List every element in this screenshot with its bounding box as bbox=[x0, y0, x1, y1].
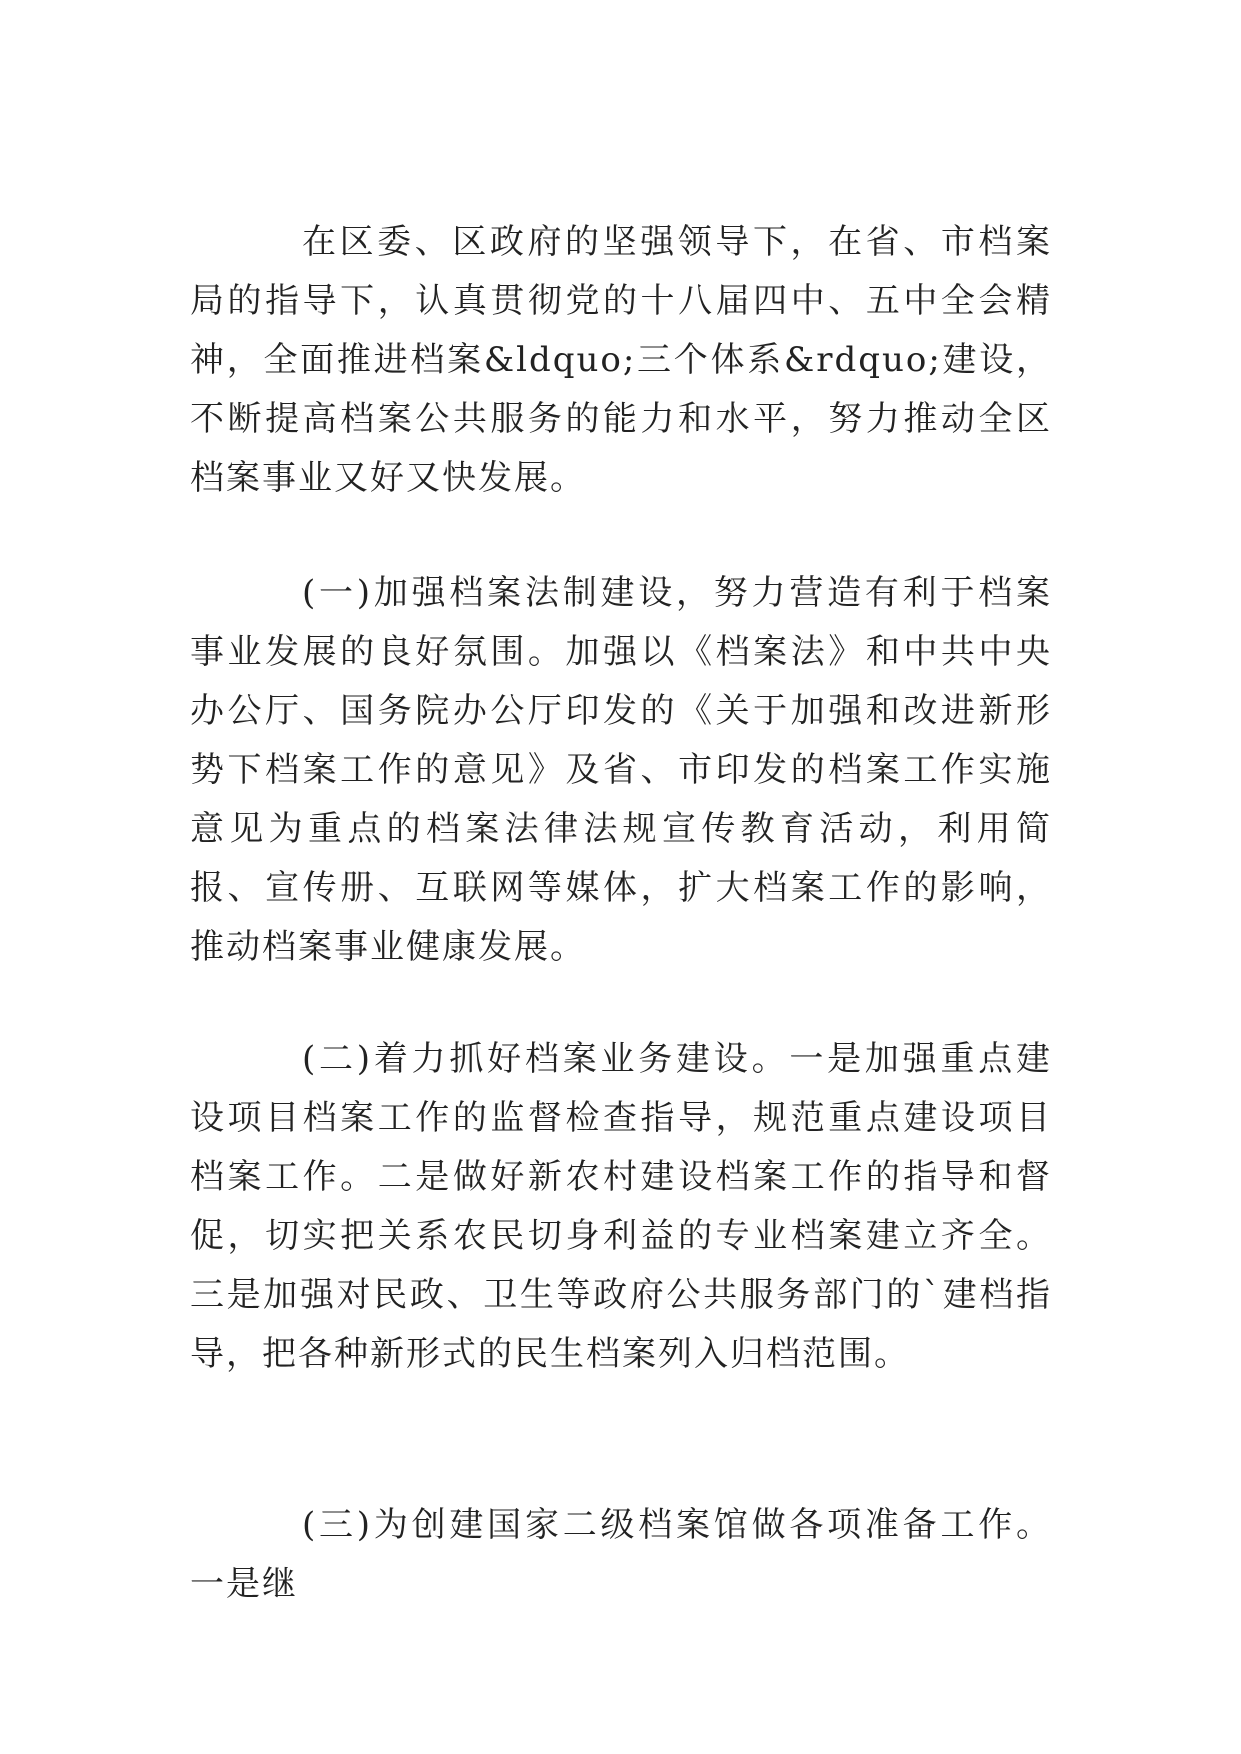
paragraph-intro: 在区委、区政府的坚强领导下，在省、市档案局的指导下，认真贯彻党的十八届四中、五中全会精神，全面推进档案&ldquo;三个体系&rdquo;建设，不断提高档案公共服务的能力和水平，努力推动全区档案事业又好又快发展。 bbox=[190, 222, 1052, 498]
paragraph-section-1: (一)加强档案法制建设，努力营造有利于档案事业发展的良好氛围。加强以《档案法》和中共中央办公厅、国务院办公厅印发的《关于加强和改进新形势下档案工作的意见》及省、市印发的档案工作实施意见为重点的档案法律法规宣传教育活动，利用简报、宣传册、互联网等媒体，扩大档案工作的影响，推动档案事业健康发展。 bbox=[190, 573, 1052, 967]
paragraph-section-2: (二)着力抓好档案业务建设。一是加强重点建设项目档案工作的监督检查指导，规范重点建设项目档案工作。二是做好新农村建设档案工作的指导和督促，切实把关系农民切身利益的专业档案建立齐全。三是加强对民政、卫生等政府公共服务部门的`建档指导，把各种新形式的民生档案列入归档范围。 bbox=[190, 1039, 1052, 1374]
paragraph-section-3: (三)为创建国家二级档案馆做各项准备工作。一是继 bbox=[190, 1505, 1052, 1604]
